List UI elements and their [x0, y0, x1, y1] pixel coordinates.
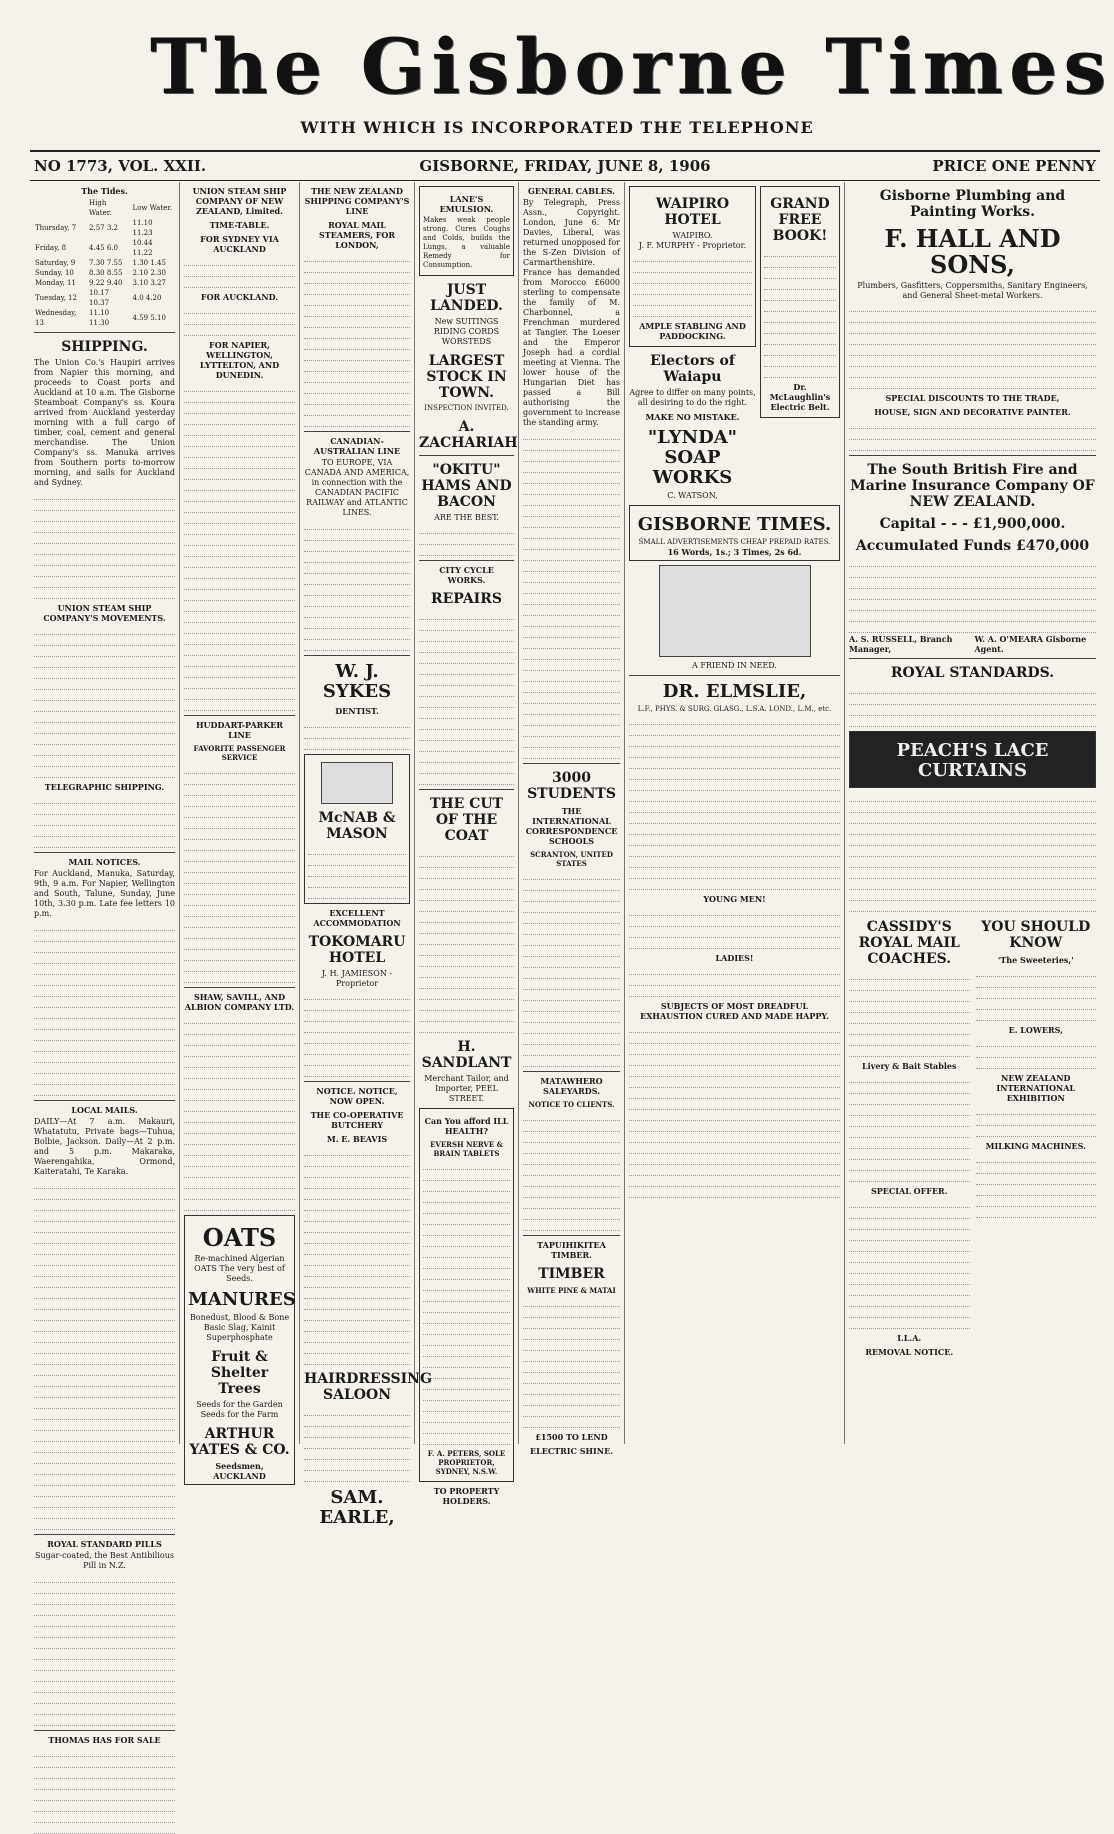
- sykes-subtitle: DENTIST.: [335, 706, 379, 716]
- manures-subtitle: Bonedust, Blood & Bone Basic Slag, Kainit Superphosphate: [189, 1313, 290, 1342]
- table-row: [34, 268, 175, 278]
- text-block: [34, 794, 175, 848]
- electors-title: Electors of Waiapu: [650, 353, 735, 385]
- table-row: [34, 198, 175, 218]
- oats-title: OATS: [202, 1223, 277, 1252]
- times-title: GISBORNE TIMES.: [637, 514, 832, 535]
- text-block: [523, 1297, 620, 1428]
- ladies-title: LADIES!: [715, 953, 754, 963]
- tides-title: The Tides.: [81, 186, 128, 196]
- cables-title: GENERAL CABLES.: [528, 186, 615, 196]
- text-block: [419, 610, 514, 785]
- column-4: [415, 182, 519, 1506]
- afford-title: Can You afford ILL HEALTH?: [424, 1116, 509, 1136]
- table-row: [34, 278, 175, 288]
- table-cell: Tuesday, 12: [35, 294, 77, 302]
- table-cell: Monday, 11: [35, 279, 76, 287]
- beavis: M. E. BEAVIS: [326, 1134, 388, 1144]
- electors-subtitle: Agree to differ on many points, all desiring to do the right.: [629, 388, 756, 407]
- waipiro-subtitle: WAIPIRO.: [672, 231, 713, 240]
- peters: F. A. PETERS, SOLE PROPRIETOR, SYDNEY, N.S.W.: [427, 1449, 506, 1476]
- table-cell: 4.59 5.10: [132, 314, 166, 322]
- know-title: YOU SHOULD KNOW: [981, 919, 1091, 951]
- table-cell: Friday, 8: [35, 244, 67, 252]
- mail-title: MAIL NOTICES.: [68, 857, 141, 867]
- text-block: [849, 970, 970, 1057]
- friend-image: [659, 565, 811, 657]
- sandlant-title: H. SANDLANT: [421, 1039, 512, 1071]
- issue-number: NO 1773, VOL. XXII.: [34, 157, 207, 175]
- tablets-ad: [419, 1108, 514, 1482]
- repairs-title: REPAIRS: [431, 591, 502, 607]
- friend-caption: A FRIEND IN NEED.: [692, 661, 777, 670]
- text-block: [34, 1573, 175, 1726]
- text-block: [304, 718, 410, 750]
- text-block: [976, 1153, 1097, 1218]
- holders-title: TO PROPERTY HOLDERS.: [433, 1486, 500, 1506]
- hall-subtitle: Plumbers, Gasfitters, Coppersmiths, Sanitary Engineers, and General Sheet-metal Workers.: [857, 281, 1088, 300]
- watson: C. WATSON,: [667, 491, 718, 500]
- masthead: [0, 0, 1114, 150]
- table-cell: High Water.: [89, 199, 112, 217]
- text-block: [629, 906, 840, 949]
- mail-text: For Auckland, Manuka, Saturday, 9th, 9 a.m. For Napier, Wellington and South, Talune, Sunday, June 10th, 3.30 p.m. Late fee letters 10 p.m.: [34, 869, 175, 918]
- table-cell: 4.0 4.20: [132, 294, 162, 302]
- text-block: [308, 845, 406, 899]
- lane-title: LANE'S EMULSION.: [439, 194, 494, 214]
- inspection: INSPECTION INVITED.: [424, 404, 509, 412]
- notice-title: NOTICE. NOTICE, NOW OPEN.: [316, 1086, 398, 1106]
- shaw-title: SHAW, SAVILL, AND ALBION COMPANY LTD.: [184, 992, 295, 1012]
- sweeteries-title: 'The Sweeteries,': [997, 955, 1074, 965]
- text-block: [304, 1406, 410, 1482]
- cycle-title: CITY CYCLE WORKS.: [439, 565, 494, 585]
- masthead-subtitle: WITH WHICH IS INCORPORATED THE TELEPHONE: [300, 118, 814, 137]
- canadian-subtitle: TO EUROPE, VIA CANADA AND AMERICA, in connection with the CANADIAN PACIFIC RAILWAY and ATLANTIC LINES.: [304, 458, 410, 517]
- text-block: [629, 1023, 840, 1198]
- text-block: [764, 247, 836, 378]
- earle-title: SAM. EARLE,: [319, 1487, 395, 1528]
- stabling: AMPLE STABLING AND PADDOCKING.: [639, 321, 746, 341]
- table-cell: 9.22 9.40: [89, 279, 123, 287]
- elmslie-subtitle: L.F., PHYS. & SURG. GLASG., L.S.A. LOND., L.M., etc.: [637, 705, 832, 713]
- waipiro-title: WAIPIRO HOTEL: [655, 196, 730, 228]
- huddart-title: HUDDART-PARKER LINE: [195, 720, 284, 740]
- lane-text: Makes weak people strong. Cures Coughs and Colds, builds the Lungs, a valuable Remedy for Consumption.: [423, 216, 510, 269]
- union-title: UNION STEAM SHIP COMPANY OF NEW ZEALAND, Limited.: [192, 186, 287, 216]
- text-block: [523, 430, 620, 759]
- royal-standards-title: ROYAL STANDARDS.: [890, 665, 1055, 681]
- text-block: [34, 490, 175, 599]
- cassidy-title: CASSIDY'S ROYAL MAIL COACHES.: [858, 919, 960, 967]
- grand-title: GRAND FREE BOOK!: [770, 196, 830, 244]
- young-title: YOUNG MEN!: [703, 894, 766, 904]
- table-cell: 1.30 1.45: [132, 259, 166, 267]
- murphy: J. F. MURPHY - Proprietor.: [638, 241, 747, 250]
- tablets-title: EVERSH NERVE & BRAIN TABLETS: [430, 1140, 503, 1158]
- text-block: [523, 1111, 620, 1231]
- russell: A. S. RUSSELL, Branch Manager,: [849, 634, 953, 654]
- oats-ad: [184, 1215, 295, 1485]
- text-block: [304, 1146, 410, 1365]
- manures-title: MANURES: [188, 1289, 296, 1310]
- pills-title: ROYAL STANDARD PILLS: [47, 1539, 162, 1549]
- table-row: [34, 218, 175, 238]
- table-row: [34, 238, 175, 258]
- times-ads-box: [629, 505, 840, 561]
- huddart-subtitle: FAVORITE PASSENGER SERVICE: [193, 744, 286, 762]
- royal-mail-title: ROYAL MAIL STEAMERS, FOR LONDON,: [319, 220, 395, 250]
- text-block: [184, 256, 295, 288]
- text-block: [419, 847, 514, 1033]
- lane-ad: [419, 186, 514, 276]
- text-block: [849, 792, 1096, 912]
- removal-title: REMOVAL NOTICE.: [865, 1347, 954, 1357]
- lynda-title: "LYNDA" SOAP WORKS: [647, 427, 738, 488]
- column-3: [300, 182, 432, 1528]
- yates-subtitle: Seedsmen, AUCKLAND: [213, 1461, 266, 1481]
- oats-subtitle: Re-machined Algerian OATS The very best of Seeds.: [194, 1254, 285, 1283]
- table-cell: 2.57 3.2: [89, 224, 118, 232]
- text-block: [184, 382, 295, 711]
- local-mails-title: LOCAL MAILS.: [71, 1105, 138, 1115]
- shipping-title: SHIPPING.: [61, 339, 148, 355]
- table-cell: Saturday, 9: [35, 259, 76, 267]
- dateline: [30, 150, 1100, 181]
- plumbing-title: Gisborne Plumbing and Painting Works.: [879, 188, 1066, 220]
- text-block: [34, 1179, 175, 1530]
- livery-title: Livery & Bait Stables: [862, 1061, 957, 1071]
- pills-text: Sugar-coated, the Best Antibilious Pill in N.Z.: [35, 1551, 174, 1570]
- table-row: [34, 258, 175, 268]
- napier-title: FOR NAPIER, WELLINGTON, LYTTELTON, AND DUNEDIN.: [199, 340, 280, 380]
- text-block: [34, 1747, 175, 1834]
- money-title: £1500 TO LEND: [535, 1432, 608, 1442]
- text-block: [976, 967, 1097, 1021]
- yates-title: ARTHUR YATES & CO.: [189, 1426, 290, 1458]
- column-6: [625, 182, 845, 1444]
- electric-title: ELECTRIC SHINE.: [530, 1446, 613, 1456]
- sydney-title: FOR SYDNEY VIA AUCKLAND: [200, 234, 279, 254]
- lowers-title: E. LOWERS,: [1008, 1025, 1063, 1035]
- omeara: W. A. O'MEARA Gisborne Agent.: [974, 634, 1087, 654]
- mistake-title: MAKE NO MISTAKE.: [645, 412, 740, 422]
- timber-title: TIMBER: [538, 1266, 605, 1282]
- text-block: [184, 304, 295, 336]
- capital: Capital - - - £1,900,000.: [879, 516, 1066, 532]
- mcnab-ad: [304, 754, 410, 904]
- hairdressing-title: HAIRDRESSING SALOON: [304, 1371, 432, 1403]
- butchery-title: THE CO-OPERATIVE BUTCHERY: [310, 1110, 404, 1130]
- zachariah: A. ZACHARIAH: [419, 419, 518, 451]
- suitings: New SUITINGS RIDING CORDS WORSTEDS: [433, 317, 500, 346]
- table-cell: 7.30 7.55: [89, 259, 123, 267]
- masthead-title: The Gisborne Times: [150, 22, 1113, 111]
- text-block: [34, 921, 175, 1096]
- mclaughlin-title: Dr. McLaughlin's Electric Belt.: [769, 382, 831, 412]
- text-block: [419, 524, 514, 556]
- column-1: [30, 182, 180, 1745]
- text-block: [34, 625, 175, 778]
- table-cell: 10.17 10.37: [89, 289, 110, 307]
- text-block: [849, 557, 1096, 633]
- table-cell: Low Water.: [132, 204, 173, 212]
- mcnab-title: McNAB & MASON: [318, 810, 396, 842]
- text-block: [304, 990, 410, 1077]
- ics-subtitle: SCRANTON, UNITED STATES: [530, 850, 613, 868]
- table-cell: 2.10 2.30: [132, 269, 166, 277]
- shipping-text: The Union Co.'s Haupiri arrives from Napier this morning, and proceeds to Coast ports and Auckland at 10 a.m. The Gisborne Steamboat Company's ss. Koura arrived from Auckland yesterday morning with a full cargo of timber, coal, cement and general merchandise. The Union Company's ss. Manuka arrives from Southern ports to-morrow morning, and sails for Auckland and Sydney.: [34, 358, 175, 487]
- tokomaru-title: TOKOMARU HOTEL: [308, 934, 406, 966]
- table-cell: 11.10 11.23: [132, 219, 153, 237]
- hall-title: F. HALL AND SONS,: [884, 224, 1061, 279]
- timetable-title: TIME-TABLE.: [209, 220, 270, 230]
- funds: Accumulated Funds £470,000: [855, 538, 1090, 554]
- curtains-ad: [849, 731, 1096, 788]
- cables-text: By Telegraph, Press Assn., Copyright. London, June 6. Mr Davies, Liberal, was returned unopposed for the S-Zen Division of Carmarthenshire. France has demanded from Morocco £6000 sterling to compensate the family of M. Charbonnel, a Frenchman murdered at Tangier. The Loeser and the Emperor Joseph had a cordial meeting at Vienna. The lower house of the Hungarian Diet has passed a Bill authorising the government to increase the standing army.: [523, 198, 620, 427]
- table-cell: 11.10 11.30: [89, 309, 110, 327]
- text-block: [184, 1014, 295, 1211]
- table-row: [34, 308, 175, 328]
- insurance-title: The South British Fire and Marine Insurance Company OF NEW ZEALAND.: [850, 462, 1095, 510]
- fruit-title: Fruit & Shelter Trees: [210, 1349, 269, 1397]
- subjects-title: SUBJECTS OF MOST DREADFUL EXHAUSTION CURED AND MADE HAPPY.: [640, 1001, 829, 1021]
- special-title: SPECIAL OFFER.: [871, 1186, 948, 1196]
- table-cell: Sunday, 10: [35, 269, 74, 277]
- text-block: [976, 1105, 1097, 1137]
- monument-image: [321, 762, 393, 804]
- text-block: [423, 1160, 510, 1445]
- table-cell: Wednesday, 13: [35, 309, 77, 327]
- text-block: [849, 684, 1096, 727]
- text-block: [849, 302, 1096, 389]
- milking-title: MILKING MACHINES.: [985, 1141, 1086, 1151]
- text-block: [304, 520, 410, 651]
- text-block: [633, 252, 752, 317]
- movements-title: UNION STEAM SHIP COMPANY'S MOVEMENTS.: [43, 603, 166, 623]
- elmslie-title: DR. ELMSLIE,: [662, 681, 807, 702]
- just-landed: JUST LANDED.: [430, 282, 503, 314]
- ics-title: THE INTERNATIONAL CORRESPONDENCE SCHOOLS: [525, 806, 618, 846]
- text-block: [849, 1198, 970, 1329]
- jamieson: J. H. JAMIESON - Proprietor: [321, 969, 393, 988]
- table-cell: 8.30 8.55: [89, 269, 123, 277]
- column-7: [845, 182, 1100, 1444]
- ads-title: SMALL ADVERTISEMENTS CHEAP PREPAID RATES.: [638, 538, 831, 546]
- auckland-title: FOR AUCKLAND.: [200, 292, 279, 302]
- excellent-title: EXCELLENT ACCOMMODATION: [313, 908, 401, 928]
- exhibition-title: NEW ZEALAND INTERNATIONAL EXHIBITION: [996, 1073, 1076, 1103]
- fruit-subtitle: Seeds for the Garden Seeds for the Farm: [196, 1400, 283, 1419]
- text-block: [304, 252, 410, 427]
- table-cell: [34, 198, 88, 218]
- text-block: [629, 715, 840, 890]
- sandlant-subtitle: Merchant Tailor, and Importer, PEEL STREET.: [424, 1074, 509, 1103]
- table-row: [34, 288, 175, 308]
- sykes-title: W. J. SYKES: [322, 661, 392, 702]
- students-title: 3000 STUDENTS: [527, 770, 616, 802]
- free-book-ad: [760, 186, 840, 418]
- text-block: [849, 1073, 970, 1182]
- thomas-title: THOMAS HAS FOR SALE: [48, 1735, 161, 1745]
- waipiro-ad: [629, 186, 756, 347]
- local-mails-text: DAILY—At 7 a.m. Makauri, Whatatutu, Private bags—Tuhua, Bolbie, Jackson. Daily—At 2 p.m. and 5 p.m. Makaraka, Waerengahika, Ormond, Kaiteratahi, Te Karaka.: [34, 1117, 175, 1176]
- text-block: [629, 965, 840, 997]
- text-block: [523, 870, 620, 1067]
- price: PRICE ONE PENNY: [932, 157, 1096, 175]
- tides-table: [34, 198, 175, 328]
- text-block: [849, 419, 1096, 451]
- text-block: [976, 1037, 1097, 1069]
- cut-title: THE CUT OF THE COAT: [430, 796, 503, 844]
- table-cell: 10.44 11.22: [132, 239, 153, 257]
- table-cell: 4.45 6.0: [89, 244, 118, 252]
- largest-stock: LARGEST STOCK IN TOWN.: [426, 353, 507, 401]
- decorative-title: HOUSE, SIGN AND DECORATIVE PAINTER.: [874, 407, 1071, 417]
- place-date: GISBORNE, FRIDAY, JUNE 8, 1906: [419, 157, 711, 175]
- table-cell: 3.10 3.27: [132, 279, 166, 287]
- white-pine: WHITE PINE & MATAI: [527, 1286, 616, 1295]
- ads-rate: 16 Words, 1s.; 3 Times, 2s 6d.: [667, 547, 802, 557]
- nz-shipping-title: THE NEW ZEALAND SHIPPING COMPANY'S LINE: [304, 186, 410, 216]
- telegraphic-title: TELEGRAPHIC SHIPPING.: [44, 782, 165, 792]
- text-block: [184, 764, 295, 983]
- okitu-title: "OKITU" HAMS AND BACON: [421, 462, 512, 510]
- tapuihikitea-title: TAPUIHIKITEA TIMBER.: [537, 1240, 606, 1260]
- column-5: [519, 182, 625, 1456]
- notice-clients: NOTICE TO CLIENTS.: [528, 1100, 615, 1109]
- discounts-title: SPECIAL DISCOUNTS TO THE TRADE,: [885, 393, 1060, 403]
- table-cell: Thursday, 7: [35, 224, 77, 232]
- column-2: [180, 182, 300, 1481]
- okitu-subtitle: ARE THE BEST.: [434, 513, 499, 522]
- canadian-title: CANADIAN-AUSTRALIAN LINE: [313, 436, 401, 456]
- ila-title: I.L.A.: [897, 1333, 922, 1343]
- curtains-title: PEACH'S LACE CURTAINS: [896, 740, 1049, 781]
- matawhero-title: MATAWHERO SALEYARDS.: [540, 1076, 603, 1096]
